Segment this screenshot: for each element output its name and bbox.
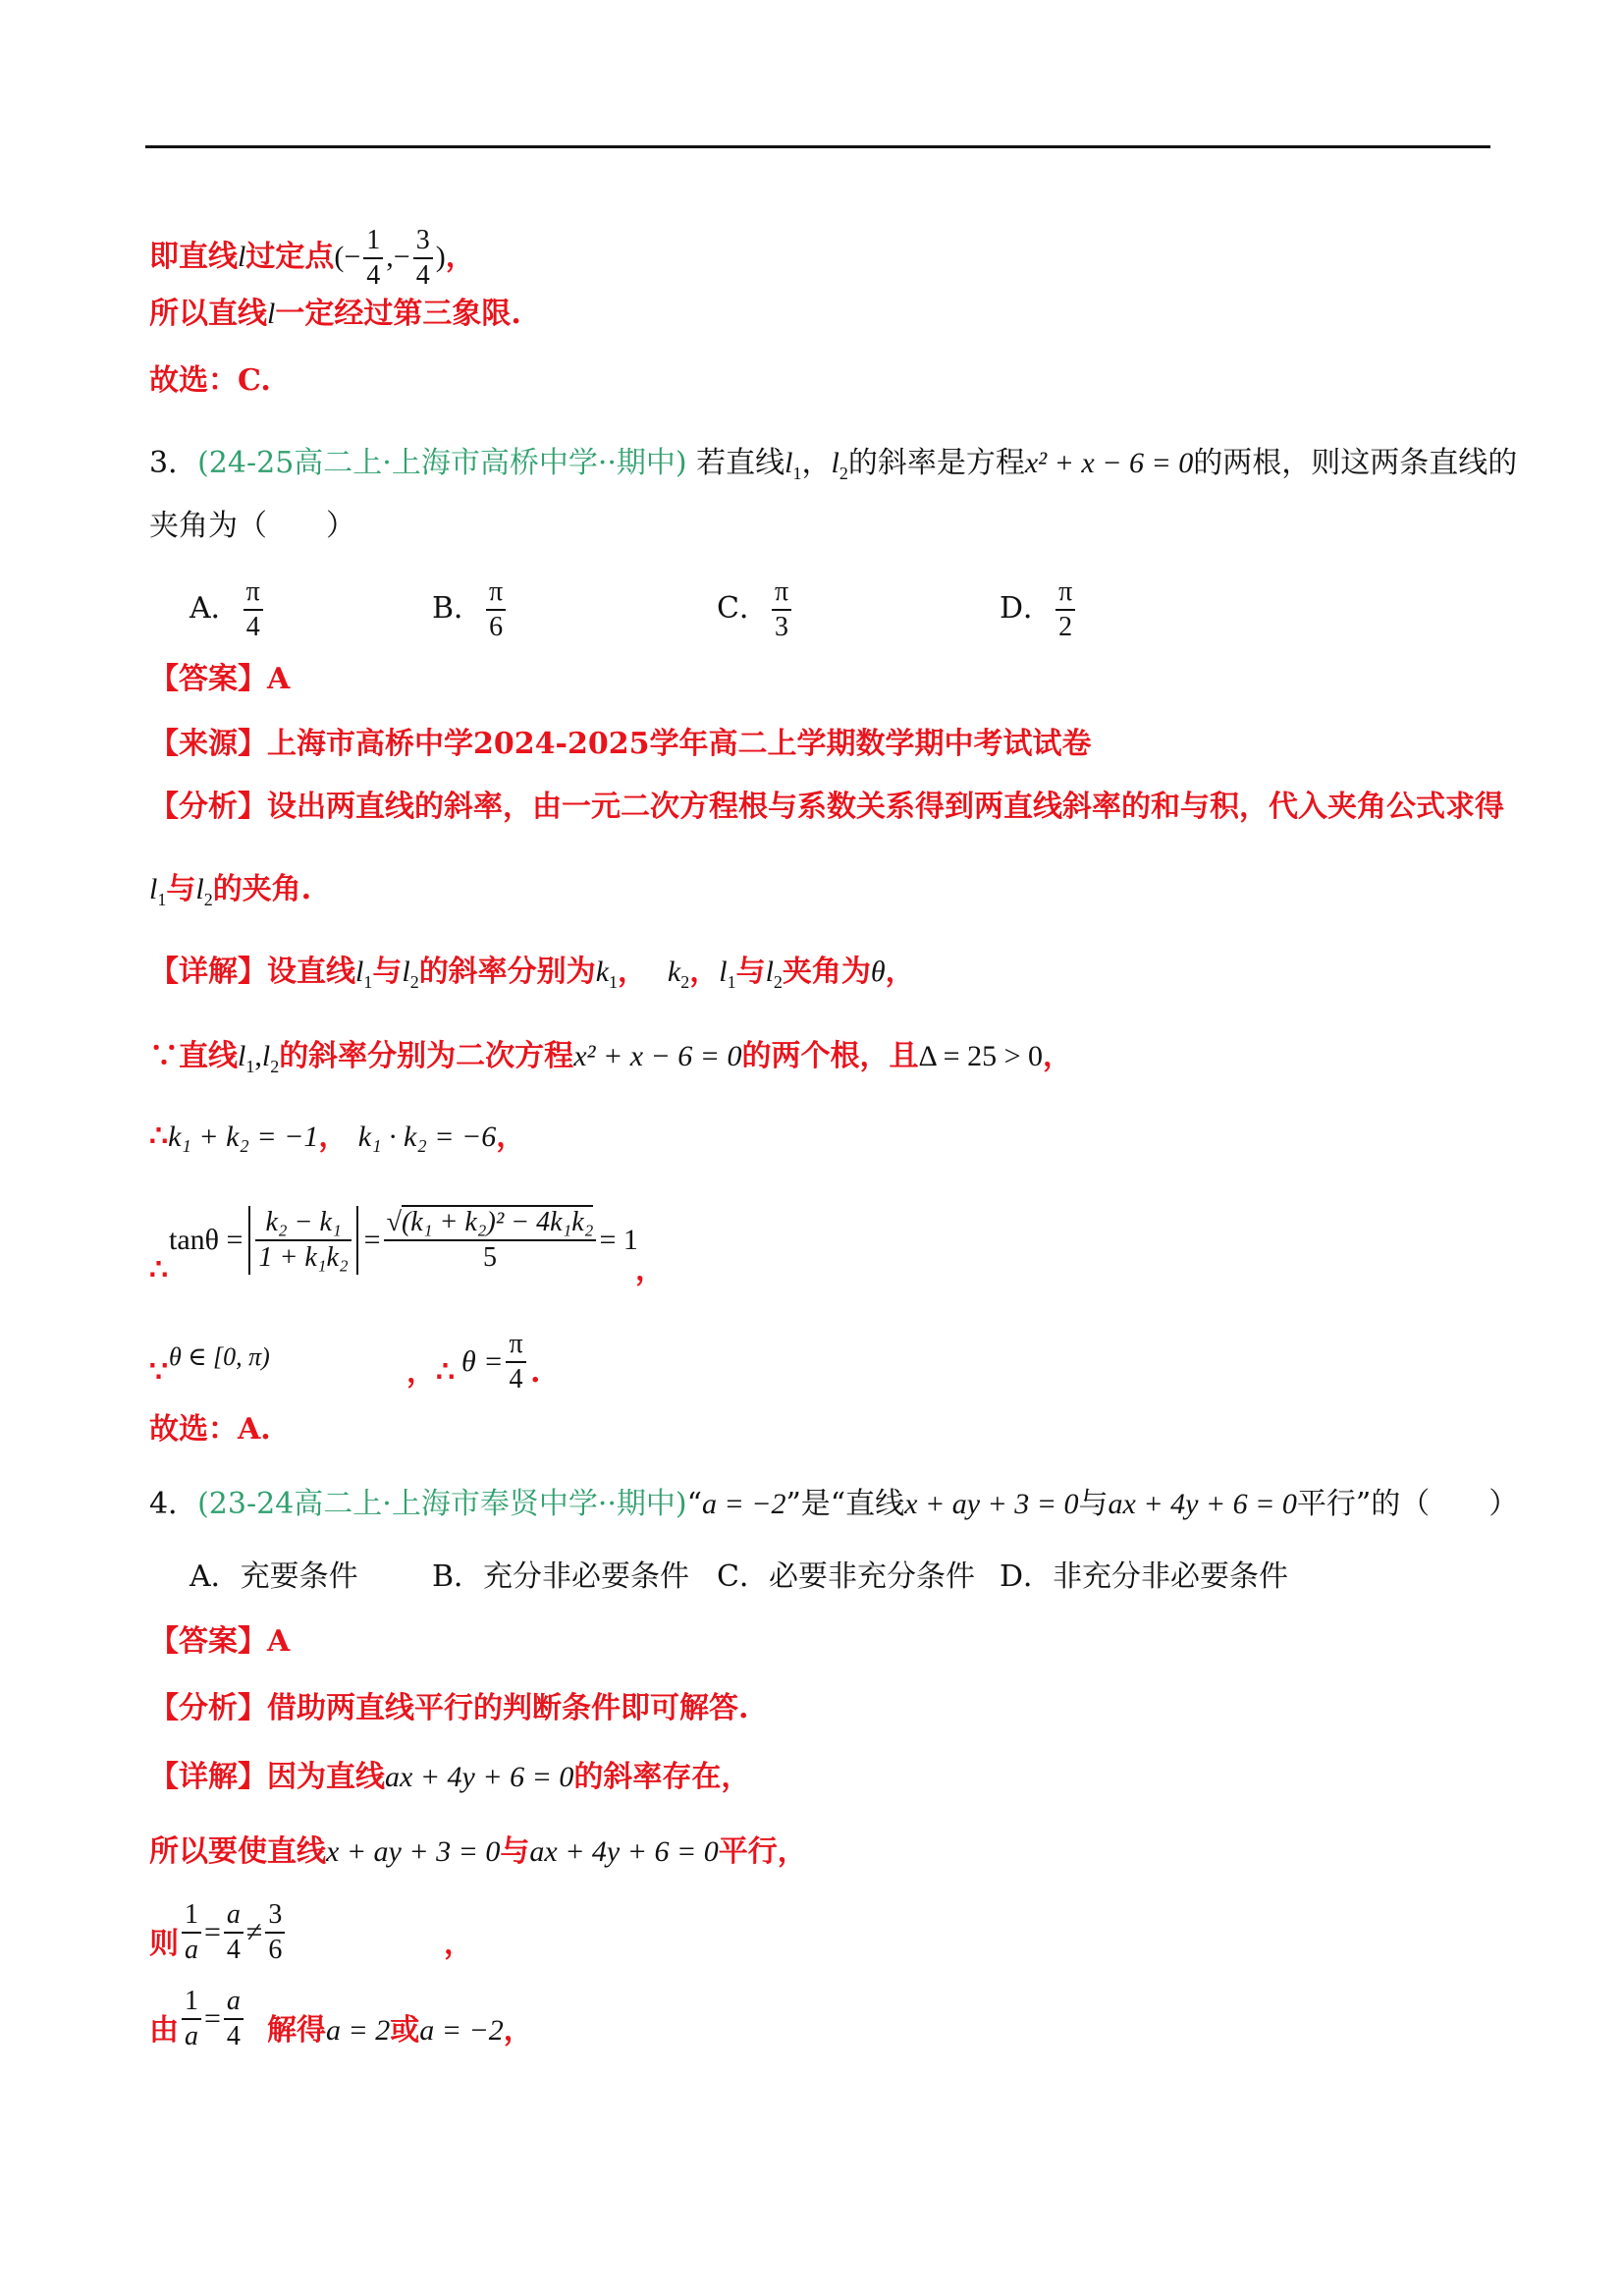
- q4-source: (23-24高二上·上海市奉贤中学··期中): [197, 1487, 687, 1521]
- q3-source: (24-25高二上·上海市高桥中学··期中): [197, 446, 687, 480]
- q3-choice: 故选：A.: [149, 1412, 271, 1447]
- q4-option-c[interactable]: C．必要非充分条件: [717, 1559, 975, 1594]
- q3-detail-line1: 【详解】设直线$l_1$与$l_2$的斜率分别为$k_1$， $k_2$，$l_1$与$l_2$夹角为θ，: [149, 955, 915, 992]
- q4-option-d[interactable]: D．非充分非必要条件: [1000, 1559, 1289, 1594]
- q3-stem: 3．(24-25高二上·上海市高桥中学··期中) 若直线$l_1$，$l_2$的斜率是方程x² + x − 6 = 0的两根，则这两条直线的: [149, 446, 1518, 483]
- fixed-point-line: 即直线l过定点(− $\frac{1}{4}$ ,− $\frac{3}{4}$ )，: [149, 225, 475, 291]
- third-quadrant-line: 所以直线l一定经过第三象限.: [149, 297, 521, 331]
- q4-option-a[interactable]: A．充要条件: [189, 1559, 358, 1594]
- q3-analysis-line2: $l_1$与$l_2$的夹角.: [149, 872, 312, 909]
- q4-detail-line1: 【详解】因为直线ax + 4y + 6 = 0的斜率存在，: [149, 1760, 751, 1794]
- header-rule: [145, 145, 1490, 148]
- q3-option-a[interactable]: A． $\frac{\pi}{4}$: [189, 575, 266, 644]
- q3-answer: 【答案】A: [149, 662, 291, 696]
- q3-detail-line2: ∵直线$l_1,l_2$的斜率分别为二次方程x² + x − 6 = 0的两个根，且Δ = 25 > 0，: [149, 1039, 1073, 1076]
- q4-option-b[interactable]: B．充分非必要条件: [432, 1559, 690, 1594]
- q4-detail-line2: 所以要使直线x + ay + 3 = 0与ax + 4y + 6 = 0平行，: [149, 1834, 807, 1869]
- q3-option-d[interactable]: D． $\frac{\pi}{2}$: [1000, 575, 1078, 644]
- choice-c-line: 故选：C.: [149, 363, 271, 398]
- q3-stem-line2: 夹角为（ ）: [149, 509, 355, 543]
- frac-x: $\frac{1}{4}$: [363, 224, 383, 293]
- frac-y: $\frac{3}{4}$: [413, 224, 433, 293]
- q3-option-b[interactable]: B． $\frac{\pi}{6}$: [432, 575, 509, 644]
- q3-option-c[interactable]: C． $\frac{\pi}{3}$: [717, 575, 794, 644]
- q3-analysis: 【分析】设出两直线的斜率，由一元二次方程根与系数关系得到两直线斜率的和与积，代入夹角公式求得: [149, 790, 1504, 824]
- q4-analysis: 【分析】借助两直线平行的判断条件即可解答.: [149, 1691, 749, 1725]
- q3-source-line: 【来源】上海市高桥中学2024-2025学年高二上学期数学期中考试试卷: [149, 727, 1092, 761]
- q4-answer: 【答案】A: [149, 1624, 291, 1659]
- q3-detail-line3: ∴k₁ + k₂ = −1， k₁ · k₂ = −6，: [149, 1120, 526, 1154]
- q4-stem: 4．(23-24高二上·上海市奉贤中学··期中)“a = −2”是“直线x + ay + 3 = 0与ax + 4y + 6 = 0平行”的（ ）: [149, 1487, 1519, 1521]
